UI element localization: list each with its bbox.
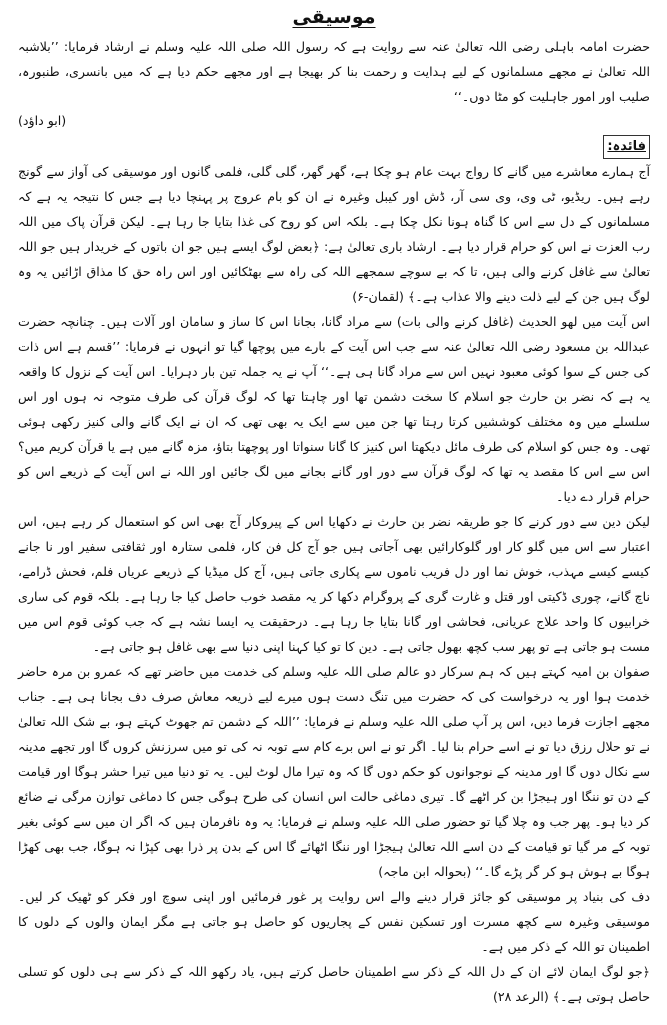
paragraph: صفوان بن امیہ کہتے ہیں کہ ہم سرکار دو عالم صلی اللہ علیہ وسلم کی خدمت میں حاضر تھے کہ عمرو بن مرہ حاضر خدمت ہوا اور یہ درخواست کی کہ حضرت میں تنگ دست ہوں میرے لیے ذریعہ معاش صرف دف بجانا ہی ہے۔ جناب مجھے اجازت فرما دیں، اس پر آپ صلی اللہ علیہ وسلم نے فرمایا: ’’اللہ کے دشمن تم جھوٹ کہتے ہو، بے شک اللہ تعالیٰ نے تو حلال رزق دیا تو نے اسے حرام بنا لیا۔ اگر تو نے اس برے کام سے توبہ نہ کی تو میں سرزنش کروں گا اور تجھے مدینہ سے نکال دوں گا اور مدینہ کے نوجوانوں کو حکم دوں گا کہ وہ تیرا مال لوٹ لیں۔ یہ تو دنیا میں تیرا حشر ہوگا اور قیامت کے دن تو ننگا اور ہیجڑا بن کر اٹھے گا۔ تیری دماغی حالت اس انسان کی طرح ہوگی جس کا دماغی توازن مرگی نے ضائع کر دیا ہو۔ پھر جب وہ چلا گیا تو حضور صلی اللہ علیہ وسلم نے فرمایا: یہ وہ نافرمان ہیں کہ اگر ان میں سے کوئی بغیر توبہ کے مر گیا تو قیامت کے دن اسے اللہ تعالیٰ ہیجڑا اور ننگا اٹھائے گا اس کے بدن پر ذرا بھی کپڑا نہ ہوگا، جب بھی کھڑا ہوگا بے ہوش ہو کر گر پڑے گا۔‘‘ (بحوالہ ابن ماجہ) (18, 664, 650, 879)
paragraph: اس آیت میں لھو الحدیث (غافل کرنے والی بات) سے مراد گانا، بجانا اس کا ساز و سامان اور آلات ہیں۔ چنانچہ حضرت عبداللہ بن مسعود رضی اللہ تعالیٰ عنہ سے جب اس آیت کے بارے میں پوچھا گیا تو انہوں نے فرمایا: ’’قسم ہے اس ذات کی جس کے سوا کوئی معبود نہیں اس سے مراد گانا ہی ہے۔‘‘ آپ نے یہ جملہ تین بار دہرایا۔ اس آیت کے نزول کا واقعہ یہ ہے کہ نضر بن حارث جو اسلام کا سخت دشمن تھا اور چاہتا تھا کہ لوگ قرآن کی طرف متوجہ نہ ہوں اور اس سلسلے میں وہ مختلف کوششیں کرتا رہتا تھا جن میں سے ایک یہ بھی تھی کہ ان نے ایک گانے والی کنیز رکھی ہوئی تھی۔ وہ جس کو اسلام کی طرف مائل دیکھتا اس کنیز کا گانا سنواتا اور پوچھتا بتاؤ، مزہ گانے میں ہے یا قرآن کریم میں؟ اس سے اس کا مقصد یہ تھا کہ لوگ قرآن سے دور اور گانے بجانے میں لگ جائیں اور اللہ نے اس آیت کے ذریعے اس کو حرام قرار دے دیا۔ (18, 314, 650, 504)
section-heading: فائدہ: (603, 135, 650, 159)
paragraph: لیکن دین سے دور کرنے کا جو طریقہ نضر بن حارث نے دکھایا اس کے پیروکار آج بھی اس کو استعمال کر رہے ہیں، اس اعتبار سے اس میں گلو کار اور گلوکارائیں بھی آجاتی ہیں جو آج کل فن کار، فلمی ستارہ اور ثقافتی سفیر اور نا جانے کیسے کیسے مہذب، خوش نما اور دل فریب ناموں سے پکاری جاتی ہیں، آج کل میڈیا کے ذریعے عریاں فلم، فحش ڈرامے، ناچ گانے، چوری ڈکیتی اور قتل و غارت گری کے پروگرام دکھا کر یہ مقصد خوب حاصل کیا جا رہا ہے۔ بلکہ قوم کی ساری خرابیوں کا واحد علاج عریانی، فحاشی اور گانا بتایا جا رہا ہے۔ درحقیقت یہ ایسا نشہ ہے کہ جب کوئی قوم اس میں مست ہو جاتی ہے تو پھر سب کچھ بھول جاتی ہے۔ دین کا تو کیا کہنا اپنی دنیا سے بھی غافل ہو جاتی ہے۔ (18, 514, 650, 654)
document-page (18, 6, 650, 1009)
paragraph: دف کی بنیاد پر موسیقی کو جائز قرار دینے والے اس روایت پر غور فرمائیں اور اپنی سوچ اور فکر کو ٹھیک کر لیں۔ موسیقی وغیرہ سے کچھ مسرت اور تسکین نفس کے پجاریوں کو حاصل ہو جاتی ہے مگر ایمان والوں کے دلوں کا اطمینان تو اللہ کے ذکر میں ہے۔ (18, 889, 650, 954)
page-title: موسیقی (292, 6, 376, 28)
hadith-text: حضرت امامہ باہلی رضی اللہ تعالیٰ عنہ سے روایت ہے کہ رسول اللہ صلی اللہ علیہ وسلم نے ارشاد فرمایا: ’’بلاشبہ اللہ تعالیٰ نے مجھے مسلمانوں کے لیے ہدایت و رحمت بنا کر بھیجا ہے اور مجھے حکم دیا ہے کہ میں بانسری، طنبورہ، صلیب اور امور جاہلیت کو مٹا دوں۔‘‘ (18, 39, 650, 104)
hadith-source: (ابو داؤد) (18, 113, 67, 128)
paragraph: آج ہمارے معاشرے میں گانے کا رواج بہت عام ہو چکا ہے، گھر گھر، گلی گلی، فلمی گانوں اور موسیقی کی آواز سے گونج رہے ہیں۔ ریڈیو، ٹی وی، وی سی آر، ڈش اور کیبل وغیرہ نے ان کو بام عروج پر پہنچا دیا ہے جس کا نتیجہ یہ ہے کہ مسلمانوں کے دل سے اس کا گناہ ہونا نکل چکا ہے۔ بلکہ اس کو روح کی غذا بتایا جا رہا ہے۔ لیکن قرآن پاک میں اللہ رب العزت نے اس کو حرام قرار دیا ہے۔ ارشاد باری تعالیٰ ہے: ﴿بعض لوگ ایسے ہیں جو ان باتوں کے خریدار ہیں جو اللہ تعالیٰ سے غافل کرنے والی ہیں، تا کہ بے سوچے سمجھے اللہ کی راہ سے بھٹکائیں اور اس راہ حق کا مذاق اڑائیں یہ وہ لوگ ہیں جن کے لیے ذلت دینے والا عذاب ہے۔﴾ (لقمان-۶) (18, 164, 650, 304)
quran-verse: ﴿جو لوگ ایمان لائے ان کے دل اللہ کے ذکر سے اطمینان حاصل کرتے ہیں، یاد رکھو اللہ کے ذکر سے ہی دلوں کو تسلی حاصل ہوتی ہے۔﴾ (الرعد ۲۸) (18, 964, 650, 1004)
